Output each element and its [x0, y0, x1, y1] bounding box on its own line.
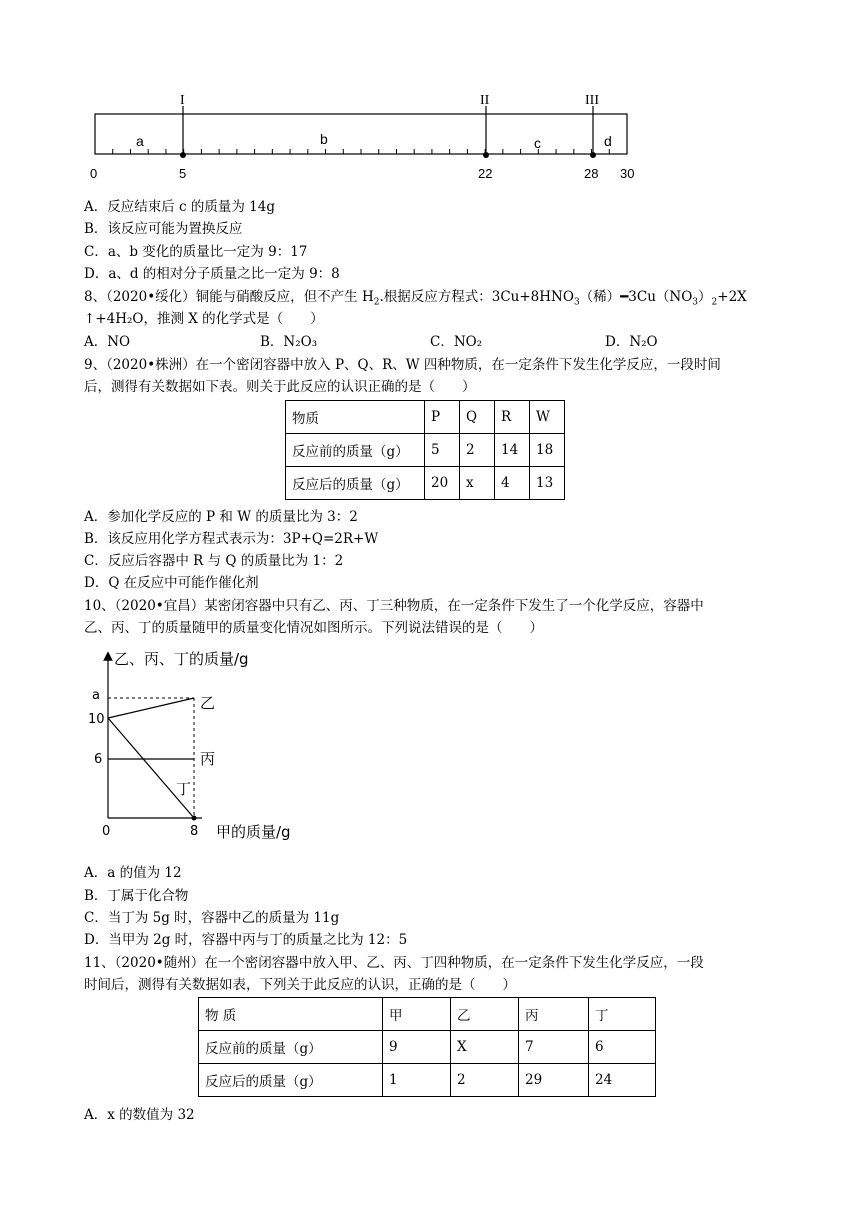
- mass-bar-diagram: [80, 88, 650, 188]
- q11-option-a: A．x 的数值为 32: [84, 1107, 195, 1123]
- q10-option-a: A．a 的值为 12: [84, 865, 182, 881]
- y-tick-6: 6: [94, 752, 103, 767]
- table-row: [286, 434, 565, 467]
- table-cell: 6: [589, 1031, 656, 1064]
- q11-data-table: [198, 997, 656, 1097]
- q10-option-d: D．当甲为 2g 时，容器中丙与丁的质量之比为 12：5: [84, 932, 408, 948]
- segment-label-a: a: [136, 133, 144, 149]
- table-cell: 物 质: [199, 998, 383, 1031]
- q7-option-a: A．反应结束后 c 的质量为 14g: [84, 199, 276, 215]
- table-cell: W: [530, 401, 565, 434]
- table-cell: 29: [519, 1064, 589, 1097]
- q9-option-c: C．反应后容器中 R 与 Q 的质量比为 1：2: [84, 553, 344, 569]
- roman-label-3: III: [585, 93, 599, 108]
- y-tick-10: 10: [88, 712, 105, 727]
- q8-option-b: B．N₂O₃: [260, 334, 318, 350]
- table-cell: 乙: [451, 998, 519, 1031]
- q10-stem-line2: 乙、丙、丁的质量随甲的质量变化情况如图所示。下列说法错误的是（ ）: [84, 620, 543, 636]
- table-cell: P: [425, 401, 460, 434]
- tick-label-22: 22: [478, 166, 493, 181]
- table-cell: 9: [383, 1031, 451, 1064]
- table-cell: R: [495, 401, 530, 434]
- tick-label-28: 28: [584, 166, 599, 181]
- q7-option-d: D．a、d 的相对分子质量之比一定为 9：8: [84, 266, 340, 282]
- table-cell: 反应前的质量（g）: [286, 434, 425, 467]
- q9-stem-line1: 9、（2020•株洲）在一个密闭容器中放入 P、Q、R、W 四种物质，在一定条件下发生化学反应，一段时间: [84, 357, 721, 373]
- table-cell: 反应前的质量（g）: [199, 1031, 383, 1064]
- series-label-bing: 丙: [200, 750, 216, 768]
- tick-label-5: 5: [179, 166, 187, 181]
- roman-label-2: II: [480, 93, 490, 108]
- table-cell: 24: [589, 1064, 656, 1097]
- x-tick-8: 8: [190, 824, 199, 839]
- table-row: [199, 1064, 656, 1097]
- q11-stem-line1: 11、（2020•随州）在一个密闭容器中放入甲、乙、丙、丁四种物质，在一定条件下发生化学反应，一段: [84, 955, 704, 971]
- segment-label-c: c: [534, 135, 541, 151]
- table-cell: 1: [383, 1064, 451, 1097]
- series-line-ding: [108, 718, 194, 818]
- table-cell: 2: [460, 434, 495, 467]
- q7-option-c: C．a、b 变化的质量比一定为 9：17: [84, 244, 308, 260]
- table-cell: x: [460, 467, 495, 500]
- table-cell: 20: [425, 467, 460, 500]
- q8-stem-line2: ↑+4H₂O，推测 X 的化学式是（ ）: [84, 311, 324, 327]
- table-cell: 丙: [519, 998, 589, 1031]
- table-row: [199, 1031, 656, 1064]
- table-cell: 物质: [286, 401, 425, 434]
- q9-stem-line2: 后，测得有关数据如下表。则关于此反应的认识正确的是（ ）: [84, 379, 476, 395]
- y-axis-title: 乙、丙、丁的质量/g: [114, 650, 249, 668]
- q10-option-c: C．当丁为 5g 时，容器中乙的质量为 11g: [84, 910, 340, 926]
- table-cell: 2: [451, 1064, 519, 1097]
- q11-stem-line2: 时间后，测得有关数据如表，下列关于此反应的认识，正确的是（ ）: [84, 977, 516, 993]
- q10-stem-line1: 10、（2020•宜昌）某密闭容器中只有乙、丙、丁三种物质，在一定条件下发生了一个化学反应，容器中: [84, 598, 704, 614]
- segment-label-b: b: [320, 131, 328, 147]
- table-row: [286, 401, 565, 434]
- q9-option-d: D．Q 在反应中可能作催化剂: [84, 575, 259, 591]
- tick-label-30: 30: [620, 166, 635, 181]
- table-row: [199, 998, 656, 1031]
- q9-option-b: B．该反应用化学方程式表示为：3P+Q=2R+W: [84, 531, 379, 547]
- q9-option-a: A．参加化学反应的 P 和 W 的质量比为 3：2: [84, 509, 358, 525]
- tick-label-0: 0: [90, 166, 98, 181]
- q10-mass-graph: [84, 648, 314, 848]
- x-tick-0: 0: [102, 824, 111, 839]
- series-label-ding: 丁: [176, 780, 192, 798]
- table-cell: 13: [530, 467, 565, 500]
- table-cell: 14: [495, 434, 530, 467]
- table-cell: 5: [425, 434, 460, 467]
- table-cell: 4: [495, 467, 530, 500]
- series-label-yi: 乙: [200, 694, 216, 712]
- table-cell: 丁: [589, 998, 656, 1031]
- y-tick-a: a: [92, 688, 100, 703]
- table-cell: 反应后的质量（g）: [199, 1064, 383, 1097]
- q9-data-table: [285, 400, 565, 500]
- q8-option-a: A．NO: [84, 334, 131, 350]
- roman-label-1: I: [180, 93, 185, 108]
- x-axis-title: 甲的质量/g: [216, 823, 291, 841]
- table-cell: Q: [460, 401, 495, 434]
- table-cell: 7: [519, 1031, 589, 1064]
- q8-option-c: C．NO₂: [430, 334, 483, 350]
- q10-option-b: B．丁属于化合物: [84, 888, 189, 904]
- table-row: [286, 467, 565, 500]
- table-cell: X: [451, 1031, 519, 1064]
- table-cell: 18: [530, 434, 565, 467]
- table-cell: 反应后的质量（g）: [286, 467, 425, 500]
- series-line-yi: [108, 698, 194, 718]
- q8-option-d: D．N₂O: [605, 334, 658, 350]
- q8-stem-line1: 8、（2020•绥化）铜能与硝酸反应，但不产生 $H_2$.根据反应方程式：$3Cu+8HNO_3$（稀）$━3Cu(NO_3)_2+2X$: [84, 289, 747, 308]
- q7-option-b: B．该反应可能为置换反应: [84, 221, 243, 237]
- table-cell: 甲: [383, 998, 451, 1031]
- segment-label-d: d: [604, 133, 612, 149]
